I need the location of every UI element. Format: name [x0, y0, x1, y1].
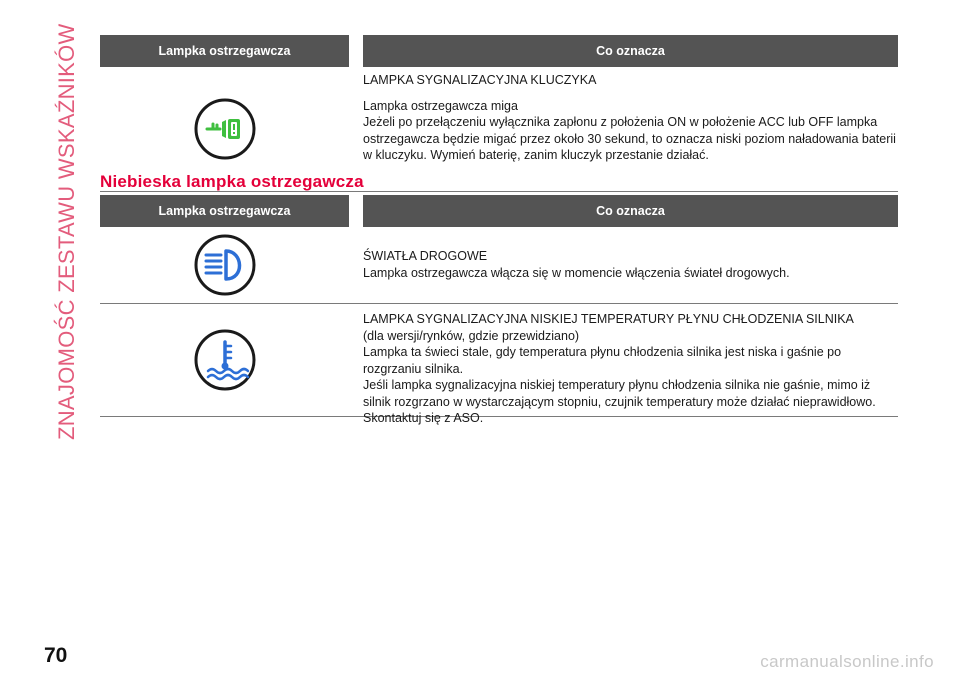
light-title: LAMPKA SYGNALIZACYJNA KLUCZYKA [363, 73, 597, 87]
warning-lights-table-blue [100, 195, 898, 425]
light-description: Jeżeli po przełączeniu wyłącznika zapłonu z położenia ON w położenie ACC lub OFF lampka ostrzegawcza będzie migać przez około 30 sekund, to oznacza niski poziom naładowania baterii w kluczyku. Wymień baterię, zanim kluczyk przestanie działać. [363, 115, 896, 162]
meaning-cell [363, 227, 898, 303]
side-chapter-title: ZNAJOMOŚĆ ZESTAWU WSKAŹNIKÓW [54, 23, 79, 440]
table-header [100, 195, 898, 227]
header-col-meaning: Co oznacza [596, 44, 665, 58]
table-row [100, 227, 898, 304]
low-coolant-temperature-icon [193, 328, 257, 392]
header-col-warning-light: Lampka ostrzegawcza [158, 44, 291, 58]
light-title: ŚWIATŁA DROGOWE [363, 249, 488, 263]
meaning-cell [363, 67, 898, 191]
light-subtitle: Lampka ostrzegawcza miga [363, 98, 518, 113]
light-description: Lampka ostrzegawcza włącza się w momencie włączenia świateł drogowych. [363, 265, 790, 280]
icon-cell [100, 304, 349, 416]
light-description: Lampka ta świeci stale, gdy temperatura płynu chłodzenia silnika jest niska i gaśnie po rozgrzaniu silnika. [363, 345, 842, 376]
section-title: Niebieska lampka ostrzegawcza [100, 172, 364, 191]
high-beam-icon [193, 233, 257, 297]
light-note: (dla wersji/rynków, gdzie przewidziano) [363, 328, 580, 343]
header-col-meaning: Co oznacza [596, 204, 665, 218]
icon-cell [100, 227, 349, 303]
page-number: 70 [44, 644, 68, 667]
header-col-warning-light: Lampka ostrzegawcza [158, 204, 291, 218]
table-row [100, 304, 898, 425]
warning-lights-table-green [100, 35, 898, 192]
light-title: LAMPKA SYGNALIZACYJNA NISKIEJ TEMPERATURY PŁYNU CHŁODZENIA SILNIKA [363, 312, 854, 326]
light-description-extra: Jeśli lampka sygnalizacyjna niskiej temperatury płynu chłodzenia silnika nie gaśnie, mimo iż silnik rozgrzano w wystarczającym stopniu, czujnik temperatury może działać nieprawidłowo. Skontaktuj się z ASO. [363, 378, 876, 425]
meaning-cell [363, 304, 898, 425]
key-battery-warning-icon [193, 97, 257, 161]
table-header [100, 35, 898, 67]
footer-watermark: carmanualsonline.info [760, 652, 934, 671]
